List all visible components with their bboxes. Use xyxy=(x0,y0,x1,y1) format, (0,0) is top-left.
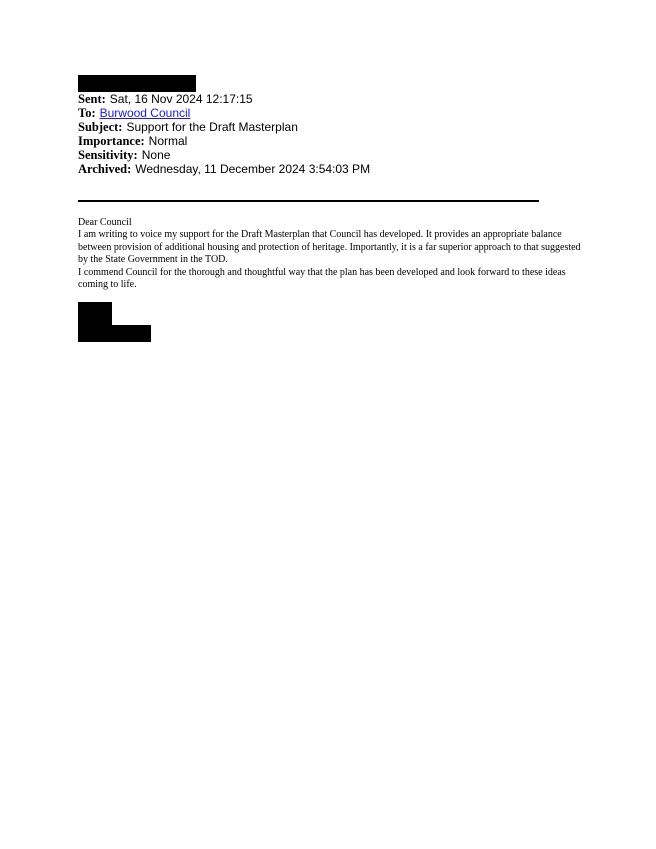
email-header xyxy=(78,92,618,176)
archived-value: Wednesday, 11 December 2024 3:54:03 PM xyxy=(135,162,371,176)
importance-label: Importance: xyxy=(78,134,145,148)
body-paragraph-2: I commend Council for the thorough and thoughtful way that the plan has been developed and look forward to these ideas coming to life. xyxy=(78,266,566,291)
sensitivity-label: Sensitivity: xyxy=(78,148,138,162)
subject-label: Subject: xyxy=(78,120,123,134)
to-recipient-link[interactable]: Burwood Council xyxy=(99,106,191,120)
sensitivity-row xyxy=(78,148,618,162)
archived-label: Archived: xyxy=(78,162,132,176)
email-body xyxy=(78,217,588,291)
redacted-signature-top xyxy=(78,302,112,326)
importance-row xyxy=(78,134,618,148)
subject-value: Support for the Draft Masterplan xyxy=(126,120,298,134)
sensitivity-value: None xyxy=(141,148,171,162)
to-label: To: xyxy=(78,106,96,120)
body-paragraph-1: I am writing to voice my support for the Draft Masterplan that Council has developed. It provides an appropriate balance between provision of additional housing and protection of heritage. Importantly, it is a far superior approach to that suggested by the State Government in the TOD. xyxy=(78,229,581,266)
archived-row xyxy=(78,162,618,176)
redacted-signature-bottom xyxy=(78,325,151,342)
redacted-sender xyxy=(78,75,196,92)
greeting: Dear Council xyxy=(78,217,132,228)
subject-row xyxy=(78,120,618,134)
sent-label: Sent: xyxy=(78,92,106,106)
to-row xyxy=(78,106,618,120)
importance-value: Normal xyxy=(148,134,188,148)
sent-value: Sat, 16 Nov 2024 12:17:15 xyxy=(109,92,253,106)
header-divider xyxy=(78,200,539,202)
sent-row xyxy=(78,92,618,106)
